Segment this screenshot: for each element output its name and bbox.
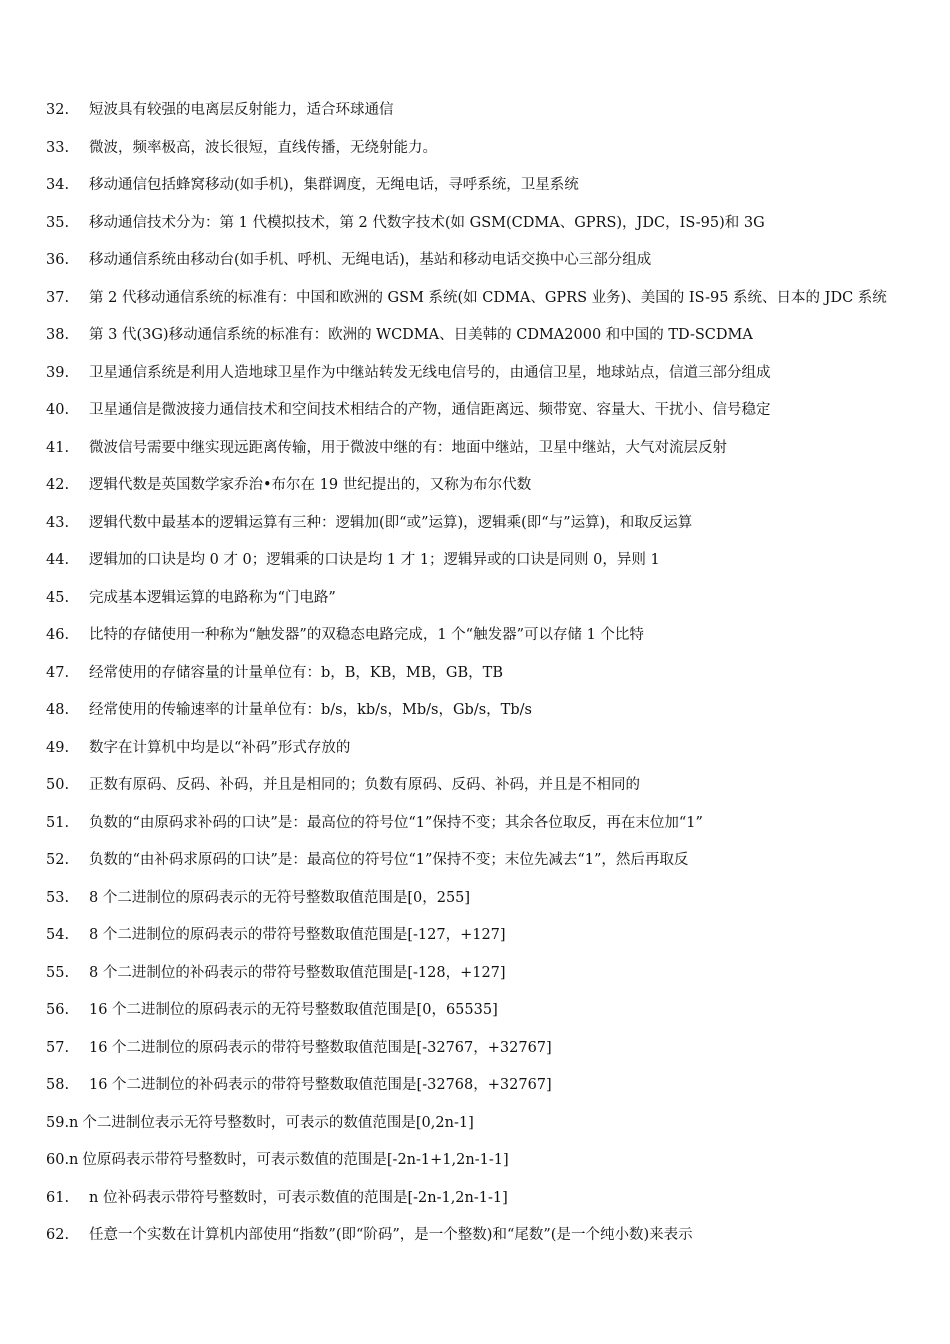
- item-text: 16 个二进制位的原码表示的带符号整数取值范围是[-32767，+32767]: [89, 1039, 552, 1056]
- list-item: [46, 317, 908, 355]
- item-number: 40.: [46, 402, 70, 418]
- item-number: 51.: [46, 814, 70, 831]
- item-paragraph: [46, 280, 908, 318]
- item-text: 比特的存储使用一种称为“触发器”的双稳态电路完成，1 个“触发器”可以存储 1 个比特: [89, 627, 644, 643]
- list-item: [46, 1105, 908, 1143]
- item-number: 62.: [46, 1227, 70, 1243]
- item-text: 卫星通信是微波接力通信技术和空间技术相结合的产物，通信距离远、频带宽、容量大、干扰小、信号稳定: [89, 402, 771, 418]
- list-item: [46, 805, 908, 843]
- item-text: 16 个二进制位的原码表示的无符号整数取值范围是[0，65535]: [89, 1002, 498, 1018]
- list-item: [46, 542, 908, 580]
- item-text: 微波信号需要中继实现远距离传输，用于微波中继的有：地面中继站，卫星中继站，大气对流层反射: [89, 439, 727, 456]
- list-item: [46, 280, 908, 318]
- item-text: 经常使用的传输速率的计量单位有：b/s，kb/s，Mb/s，Gb/s，Tb/s: [89, 702, 532, 718]
- item-text: 第 2 代移动通信系统的标准有：中国和欧洲的 GSM 系统(如 CDMA、GPRS 业务)、美国的 IS-95 系统、日本的 JDC 系统: [89, 289, 887, 306]
- item-number: 47.: [46, 664, 70, 681]
- item-number: 37.: [46, 289, 70, 306]
- numbered-notes-list: [46, 92, 908, 1255]
- list-item: [46, 1217, 908, 1255]
- list-item: [46, 692, 908, 730]
- item-number: 61.: [46, 1189, 70, 1206]
- item-text: n 位补码表示带符号整数时，可表示数值的范围是[-2n-1,2n-1-1]: [89, 1189, 508, 1206]
- list-item: [46, 1067, 908, 1105]
- item-text: 经常使用的存储容量的计量单位有：b，B，KB，MB，GB，TB: [89, 664, 503, 681]
- item-number: 60.n: [46, 1152, 79, 1168]
- item-text: 移动通信系统由移动台(如手机、呼机、无绳电话)，基站和移动电话交换中心三部分组成: [89, 252, 652, 268]
- item-text: 短波具有较强的电离层反射能力，适合环球通信: [89, 102, 394, 118]
- item-number: 33.: [46, 139, 70, 156]
- item-number: 49.: [46, 739, 70, 756]
- list-item: [46, 767, 908, 805]
- list-item: [46, 730, 908, 768]
- item-number: 36.: [46, 252, 70, 268]
- list-item: [46, 1142, 908, 1180]
- item-text: 8 个二进制位的原码表示的无符号整数取值范围是[0，255]: [89, 889, 471, 906]
- item-text: 第 3 代(3G)移动通信系统的标准有：欧洲的 WCDMA、日美韩的 CDMA2000 和中国的 TD-SCDMA: [89, 327, 753, 343]
- list-item: [46, 880, 908, 918]
- item-number: 53.: [46, 889, 70, 906]
- list-item: [46, 242, 908, 280]
- item-text: 负数的“由原码求补码的口诀”是：最高位的符号位“1”保持不变；其余各位取反，再在末位加“1”: [89, 814, 703, 831]
- item-text: 16 个二进制位的补码表示的带符号整数取值范围是[-32768，+32767]: [89, 1077, 552, 1093]
- item-number: 44.: [46, 552, 70, 568]
- item-number: 57.: [46, 1039, 70, 1056]
- item-number: 54.: [46, 927, 70, 943]
- item-number: 42.: [46, 477, 70, 493]
- item-number: 56.: [46, 1002, 70, 1018]
- list-item: [46, 130, 908, 168]
- list-item: [46, 1180, 908, 1218]
- list-item: [46, 955, 908, 993]
- item-number: 32.: [46, 102, 70, 118]
- item-number: 48.: [46, 702, 70, 718]
- list-item: [46, 355, 908, 393]
- item-number: 35.: [46, 214, 70, 231]
- item-text: 卫星通信系统是利用人造地球卫星作为中继站转发无线电信号的，由通信卫星，地球站点，信道三部分组成: [89, 364, 771, 381]
- list-item: [46, 842, 908, 880]
- item-number: 43.: [46, 514, 70, 531]
- item-text: 逻辑加的口诀是均 0 才 0；逻辑乘的口诀是均 1 才 1；逻辑异或的口诀是同则 0，异则 1: [89, 552, 660, 568]
- list-item: [46, 992, 908, 1030]
- list-item: [46, 917, 908, 955]
- item-text: 完成基本逻辑运算的电路称为“门电路”: [89, 589, 336, 606]
- item-number: 38.: [46, 327, 70, 343]
- item-number: 46.: [46, 627, 70, 643]
- list-item: [46, 617, 908, 655]
- list-item: [46, 430, 908, 468]
- list-item: [46, 467, 908, 505]
- list-item: [46, 655, 908, 693]
- item-number: 39.: [46, 364, 70, 381]
- item-number: 52.: [46, 852, 70, 868]
- item-text: 8 个二进制位的补码表示的带符号整数取值范围是[-128，+127]: [89, 964, 506, 981]
- list-item: [46, 1030, 908, 1068]
- list-item: [46, 167, 908, 205]
- item-number: 34.: [46, 177, 70, 193]
- item-text: 个二进制位表示无符号整数时，可表示的数值范围是[0,2n-1]: [82, 1114, 474, 1131]
- list-item: [46, 92, 908, 130]
- item-text: 逻辑代数中最基本的逻辑运算有三种：逻辑加(即“或”运算)，逻辑乘(即“与”运算)，和取反运算: [89, 514, 693, 531]
- list-item: [46, 392, 908, 430]
- item-text: 微波，频率极高，波长很短，直线传播，无绕射能力。: [89, 139, 437, 156]
- item-number: 59.n: [46, 1114, 79, 1131]
- item-text: 移动通信包括蜂窝移动(如手机)，集群调度，无绳电话，寻呼系统，卫星系统: [89, 177, 579, 193]
- item-text: 移动通信技术分为：第 1 代模拟技术，第 2 代数字技术(如 GSM(CDMA、GPRS)，JDC，IS-95)和 3G: [89, 214, 765, 231]
- item-number: 55.: [46, 964, 70, 981]
- item-number: 50.: [46, 777, 70, 793]
- item-text: 8 个二进制位的原码表示的带符号整数取值范围是[-127，+127]: [89, 927, 506, 943]
- item-number: 41.: [46, 439, 70, 456]
- list-item: [46, 205, 908, 243]
- list-item: [46, 580, 908, 618]
- item-text: 任意一个实数在计算机内部使用“指数”(即“阶码”，是一个整数)和“尾数”(是一个纯小数)来表示: [89, 1227, 693, 1243]
- item-text: 数字在计算机中均是以“补码”形式存放的: [89, 739, 351, 756]
- list-item: [46, 505, 908, 543]
- item-number: 58.: [46, 1077, 70, 1093]
- item-text: 逻辑代数是英国数学家乔治•布尔在 19 世纪提出的，又称为布尔代数: [89, 477, 532, 493]
- item-text: 正数有原码、反码、补码，并且是相同的；负数有原码、反码、补码，并且是不相同的: [89, 777, 640, 793]
- item-text: 负数的“由补码求原码的口诀”是：最高位的符号位“1”保持不变；末位先减去“1”，然后再取反: [89, 852, 689, 868]
- item-text: 位原码表示带符号整数时，可表示数值的范围是[-2n-1+1,2n-1-1]: [82, 1152, 509, 1168]
- item-number: 45.: [46, 589, 70, 606]
